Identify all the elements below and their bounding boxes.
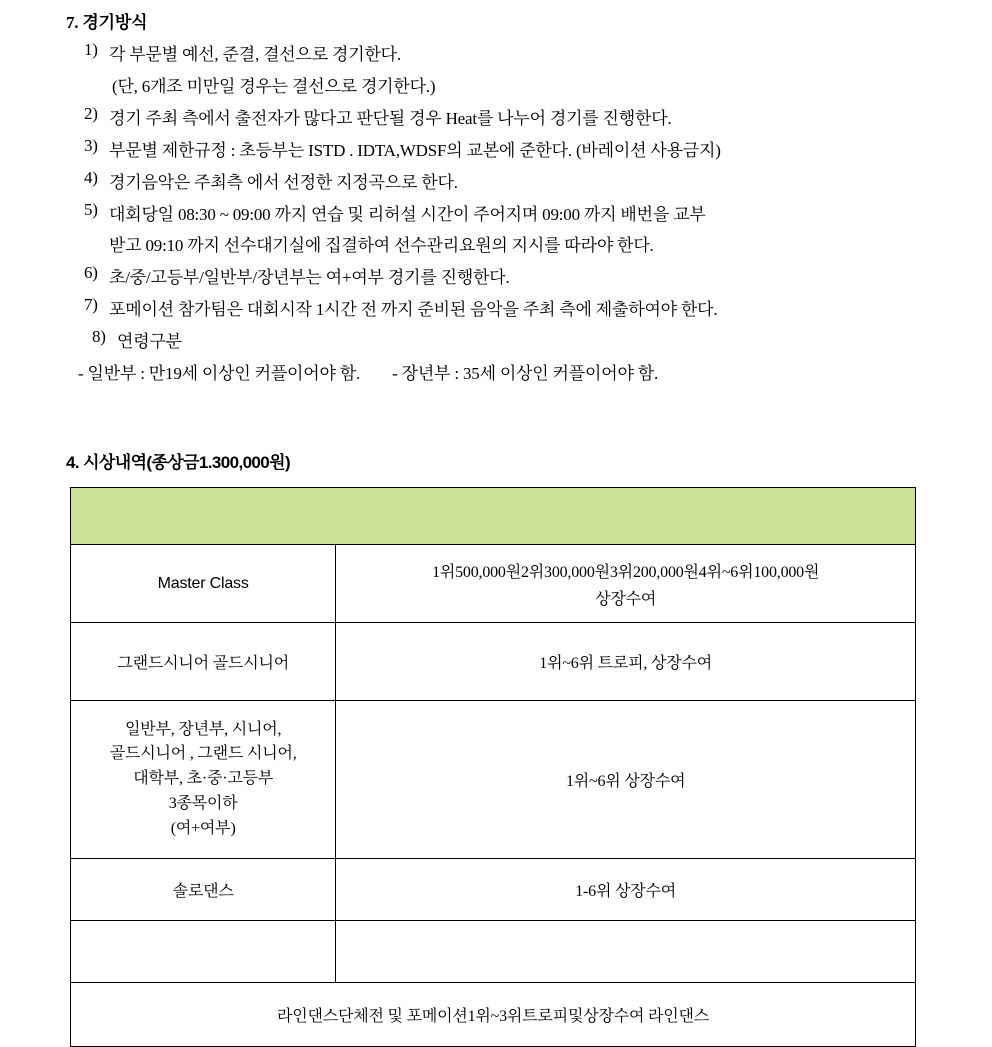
age-division-line: [78, 359, 992, 384]
list-item-number: 3): [84, 136, 98, 155]
table-row-header: [71, 488, 916, 545]
list-item-number: 4): [84, 168, 98, 187]
award-category-line: 골드시니어 , 그랜드 시니어,: [109, 745, 297, 763]
age-division-senior: - 장년부 : 35세 이상인 커플이어야 함.: [392, 364, 658, 383]
award-category-line: 대학부, 초·중·고등부: [133, 770, 274, 788]
list-item-text: 대회당일 08:30 ~ 09:00 까지 연습 및 리허설 시간이 주어지며 09:00 까지 배번을 교부: [109, 205, 706, 224]
list-item-number: 6): [84, 263, 98, 282]
list-item-number: 8): [92, 327, 106, 346]
list-item-text: 포메이션 참가팀은 대회시작 1시간 전 까지 준비된 음악을 주최 측에 제출하여야 한다.: [109, 300, 718, 319]
award-category-line: 3종목이하: [168, 794, 238, 812]
section-competition-method: [0, 0, 992, 384]
list-item-text: 연령구분: [117, 332, 182, 351]
list-item: [84, 168, 992, 193]
award-prize-line1: 1위500,000원2위300,000원3위200,000원4위~6위100,000원: [432, 563, 820, 581]
list-item-text: 각 부문별 예선, 준결, 결선으로 경기한다.: [109, 45, 401, 64]
table-row: [71, 859, 916, 921]
table-row: [71, 623, 916, 701]
list-item: [84, 295, 992, 320]
list-item-number: 7): [84, 295, 98, 314]
list-item-number: 1): [84, 40, 98, 59]
list-item-text: 부문별 제한규정 : 초등부는 ISTD . IDTA,WDSF의 교본에 준한다. (바레이션 사용금지): [109, 141, 721, 160]
section4-title: 4. 시상내역(종상금1.300,000원): [66, 453, 291, 472]
awards-footer-text: 라인댄스단체전 및 포메이션1위~3위트로피및상장수여 라인댄스: [71, 983, 916, 1047]
award-prize: 1-6위 상장수여: [336, 859, 916, 921]
list-item-number: 5): [84, 200, 98, 219]
award-prize: [336, 921, 916, 983]
header-fill-cell: [71, 488, 916, 545]
award-category: Master Class: [71, 545, 336, 623]
award-prize: [336, 545, 916, 623]
list-item: [84, 200, 992, 256]
award-category: 그랜드시니어 골드시니어: [71, 623, 336, 701]
list-item: [84, 104, 992, 129]
list-item-text: 경기음악은 주최측 에서 선정한 지정곡으로 한다.: [109, 173, 458, 192]
list-item: [92, 327, 992, 352]
award-prize: 1위~6위 상장수여: [336, 701, 916, 859]
award-category: 솔로댄스: [71, 859, 336, 921]
award-prize-line2: 상장수여: [595, 590, 657, 608]
list-item: [84, 40, 992, 65]
section7-title: 7. 경기방식: [66, 13, 148, 32]
award-prize: 1위~6위 트로피, 상장수여: [336, 623, 916, 701]
award-category-line: (여+여부): [170, 819, 236, 837]
section-awards: [0, 448, 992, 1025]
award-category: [71, 921, 336, 983]
award-category-line: 일반부, 장년부, 시니어,: [125, 720, 282, 738]
list-item: [84, 136, 992, 161]
list-item: [84, 263, 992, 288]
list-item: [112, 72, 992, 97]
table-row: [71, 701, 916, 859]
awards-table: [70, 487, 916, 1047]
table-row: [71, 921, 916, 983]
age-division-general: - 일반부 : 만19세 이상인 커플이어야 함.: [78, 364, 361, 383]
list-item-text: (단, 6개조 미만일 경우는 결선으로 경기한다.): [112, 77, 436, 96]
list-item-text: 초/중/고등부/일반부/장년부는 여+여부 경기를 진행한다.: [109, 268, 510, 287]
table-row: [71, 545, 916, 623]
award-category: [71, 701, 336, 859]
list-item-number: 2): [84, 104, 98, 123]
list-item-text-line2: 받고 09:10 까지 선수대기실에 집결하여 선수관리요원의 지시를 따라야 한다.: [109, 236, 654, 255]
table-row-footer: [71, 983, 916, 1047]
list-item-text: 경기 주최 측에서 출전자가 많다고 판단될 경우 Heat를 나누어 경기를 진행한다.: [109, 109, 672, 128]
